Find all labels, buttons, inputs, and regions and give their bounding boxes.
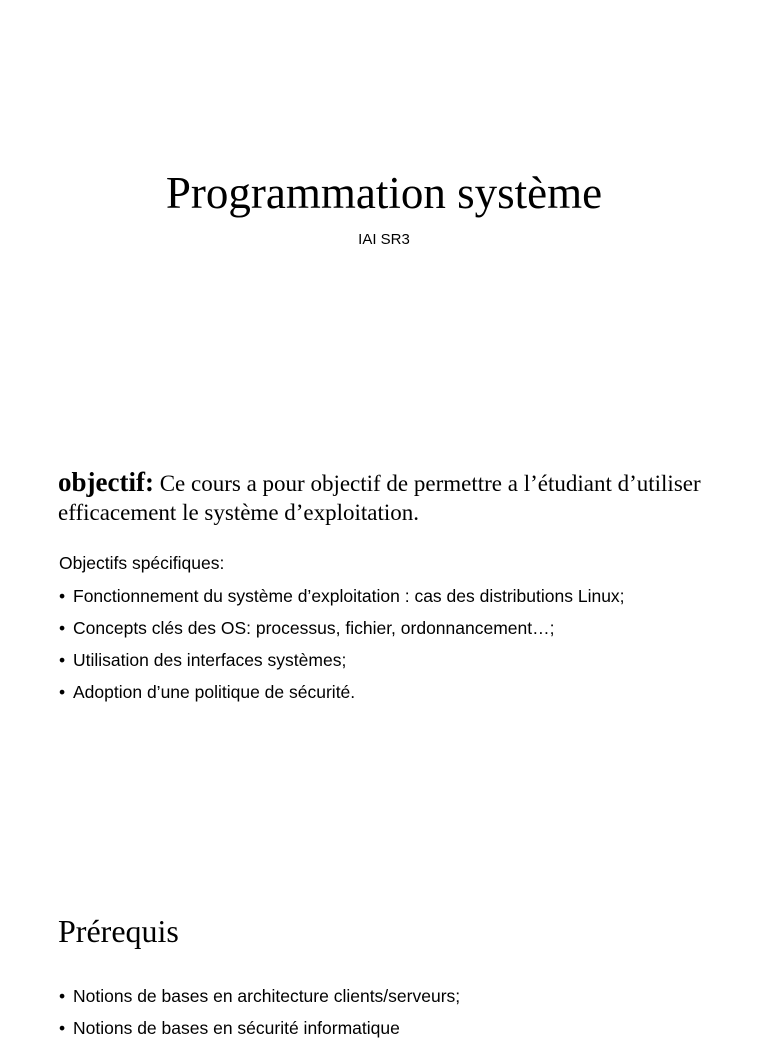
list-item <box>59 585 699 607</box>
bullet-icon: • <box>59 618 66 638</box>
slide-subtitle: IAI SR3 <box>358 231 410 248</box>
list-item-text: Concepts clés des OS: processus, fichier, ordonnancement…; <box>73 618 555 638</box>
list-item-text: Notions de bases en sécurité informatique <box>73 1018 400 1038</box>
slide-title: Programmation système <box>165 168 603 218</box>
list-item <box>59 649 699 671</box>
bullet-icon: • <box>59 650 66 670</box>
objective-label: objectif: <box>58 467 154 497</box>
title-slide <box>0 0 768 420</box>
objective-text: Ce cours a pour objectif de permettre a l’étudiant d’utiliser efficacement le système d’exploitation. <box>58 471 701 525</box>
prerequisites-list <box>59 985 699 1049</box>
list-item-text: Utilisation des interfaces systèmes; <box>73 650 347 670</box>
bullet-icon: • <box>59 1018 66 1038</box>
list-item-text: Notions de bases en architecture clients/serveurs; <box>73 986 461 1006</box>
prerequisites-slide <box>0 860 768 1038</box>
list-item <box>59 617 699 639</box>
prerequisites-title: Prérequis <box>58 913 179 949</box>
objective-paragraph <box>58 468 718 527</box>
bullet-icon: • <box>59 682 66 702</box>
list-item <box>59 1017 699 1039</box>
objectives-list <box>59 585 699 713</box>
bullet-icon: • <box>59 586 66 606</box>
specific-objectives-label: Objectifs spécifiques: <box>59 553 225 573</box>
list-item <box>59 681 699 703</box>
list-item <box>59 985 699 1007</box>
objectives-slide <box>0 420 768 860</box>
list-item-text: Fonctionnement du système d’exploitation : cas des distributions Linux; <box>73 586 625 606</box>
list-item-text: Adoption d’une politique de sécurité. <box>73 682 356 702</box>
bullet-icon: • <box>59 986 66 1006</box>
